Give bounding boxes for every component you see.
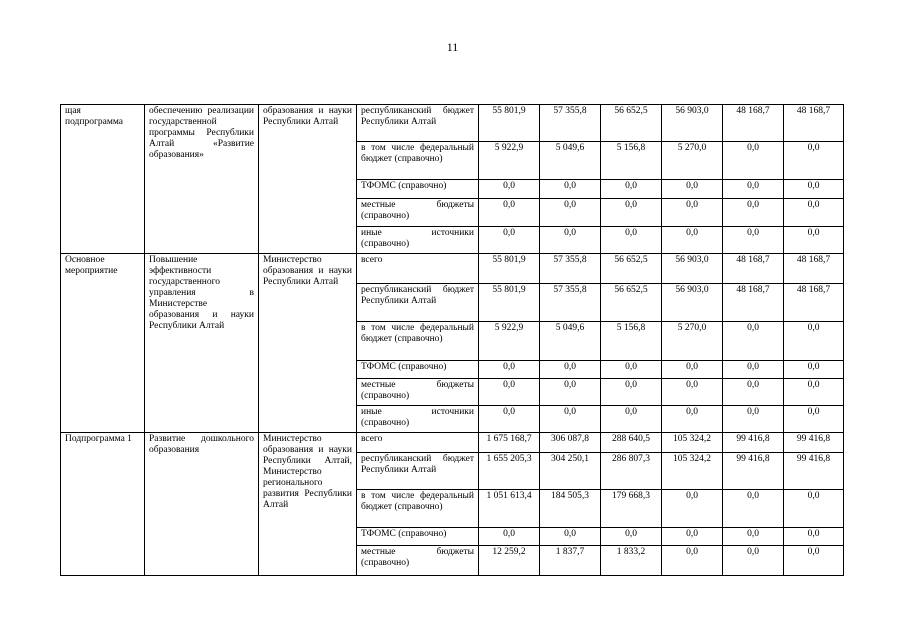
section-type-cell: Подпрограмма 1 [61,433,145,576]
amount-cell: 99 416,8 [723,453,784,490]
amount-cell: 0,0 [479,406,540,433]
section-executor-cell: Министерство образования и науки Республики Алтай, Министерство регионального развития Республики Алтай [259,433,357,576]
amount-cell: 56 903,0 [662,254,723,284]
amount-cell: 0,0 [540,227,601,254]
amount-cell: 0,0 [784,546,844,576]
funding-source-cell: республиканский бюджет Республики Алтай [357,453,479,490]
amount-cell: 99 416,8 [784,433,844,453]
amount-cell: 0,0 [601,227,662,254]
amount-cell: 0,0 [723,180,784,199]
amount-cell: 0,0 [479,379,540,406]
amount-cell: 1 051 613,4 [479,490,540,528]
amount-cell: 48 168,7 [723,284,784,322]
amount-cell: 0,0 [662,490,723,528]
amount-cell: 288 640,5 [601,433,662,453]
amount-cell: 0,0 [723,142,784,180]
funding-source-cell: в том числе федеральный бюджет (справочно) [357,490,479,528]
funding-source-cell: местные бюджеты (справочно) [357,546,479,576]
amount-cell: 0,0 [601,361,662,379]
amount-cell: 105 324,2 [662,433,723,453]
amount-cell: 0,0 [479,227,540,254]
amount-cell: 0,0 [662,361,723,379]
amount-cell: 56 652,5 [601,105,662,142]
amount-cell: 5 049,6 [540,142,601,180]
amount-cell: 48 168,7 [723,254,784,284]
amount-cell: 184 505,3 [540,490,601,528]
funding-source-cell: всего [357,433,479,453]
amount-cell: 56 652,5 [601,284,662,322]
section-name-cell: обеспечению реализации государственной программы Республики Алтай «Развитие образования» [145,105,259,254]
amount-cell: 56 903,0 [662,284,723,322]
amount-cell: 0,0 [784,142,844,180]
amount-cell: 0,0 [723,322,784,361]
amount-cell: 5 049,6 [540,322,601,361]
amount-cell: 0,0 [662,199,723,227]
amount-cell: 55 801,9 [479,254,540,284]
amount-cell: 5 270,0 [662,322,723,361]
amount-cell: 0,0 [784,180,844,199]
amount-cell: 0,0 [540,528,601,546]
amount-cell: 0,0 [662,379,723,406]
section-name-cell: Развитие дошкольного образования [145,433,259,576]
amount-cell: 0,0 [479,361,540,379]
amount-cell: 105 324,2 [662,453,723,490]
amount-cell: 0,0 [784,199,844,227]
amount-cell: 0,0 [540,379,601,406]
funding-source-cell: местные бюджеты (справочно) [357,199,479,227]
amount-cell: 286 807,3 [601,453,662,490]
amount-cell: 0,0 [540,199,601,227]
amount-cell: 0,0 [601,199,662,227]
amount-cell: 55 801,9 [479,105,540,142]
amount-cell: 5 156,8 [601,322,662,361]
section-executor-cell: образования и науки Республики Алтай [259,105,357,254]
amount-cell: 0,0 [784,406,844,433]
funding-source-cell: местные бюджеты (справочно) [357,379,479,406]
amount-cell: 179 668,3 [601,490,662,528]
amount-cell: 0,0 [784,322,844,361]
funding-source-cell: иные источники (справочно) [357,406,479,433]
amount-cell: 48 168,7 [784,254,844,284]
amount-cell: 0,0 [540,361,601,379]
table-row [61,105,844,142]
amount-cell: 99 416,8 [784,453,844,490]
amount-cell: 1 837,7 [540,546,601,576]
section-type-cell: Основное мероприятие [61,254,145,433]
amount-cell: 0,0 [723,406,784,433]
amount-cell: 0,0 [723,361,784,379]
amount-cell: 1 833,2 [601,546,662,576]
amount-cell: 5 156,8 [601,142,662,180]
funding-source-cell: ТФОМС (справочно) [357,528,479,546]
amount-cell: 56 903,0 [662,105,723,142]
amount-cell: 0,0 [723,490,784,528]
amount-cell: 0,0 [662,546,723,576]
page-number: 11 [446,40,459,54]
amount-cell: 5 270,0 [662,142,723,180]
amount-cell: 0,0 [479,528,540,546]
table-row [61,433,844,453]
amount-cell: 1 655 205,3 [479,453,540,490]
funding-source-cell: ТФОМС (справочно) [357,361,479,379]
amount-cell: 0,0 [723,379,784,406]
amount-cell: 0,0 [784,528,844,546]
amount-cell: 48 168,7 [784,105,844,142]
funding-source-cell: республиканский бюджет Республики Алтай [357,284,479,322]
section-executor-cell: Министерство образования и науки Республики Алтай [259,254,357,433]
amount-cell: 57 355,8 [540,105,601,142]
section-name-cell: Повышение эффективности государственного управления в Министерстве образования и науки Республики Алтай [145,254,259,433]
amount-cell: 57 355,8 [540,254,601,284]
amount-cell: 0,0 [662,227,723,254]
amount-cell: 55 801,9 [479,284,540,322]
amount-cell: 56 652,5 [601,254,662,284]
amount-cell: 0,0 [601,406,662,433]
amount-cell: 0,0 [662,528,723,546]
amount-cell: 48 168,7 [723,105,784,142]
amount-cell: 0,0 [540,406,601,433]
funding-source-cell: республиканский бюджет Республики Алтай [357,105,479,142]
funding-source-cell: всего [357,254,479,284]
section-type-cell: щая подпрограмма [61,105,145,254]
amount-cell: 5 922,9 [479,322,540,361]
funding-source-cell: ТФОМС (справочно) [357,180,479,199]
amount-cell: 306 087,8 [540,433,601,453]
amount-cell: 0,0 [723,227,784,254]
amount-cell: 0,0 [601,379,662,406]
amount-cell: 0,0 [723,528,784,546]
amount-cell: 0,0 [784,361,844,379]
funding-source-cell: иные источники (справочно) [357,227,479,254]
table-row [61,254,844,284]
amount-cell: 0,0 [601,528,662,546]
budget-table [60,104,844,576]
funding-source-cell: в том числе федеральный бюджет (справочно) [357,142,479,180]
amount-cell: 5 922,9 [479,142,540,180]
amount-cell: 0,0 [784,490,844,528]
table-body [61,105,844,576]
amount-cell: 12 259,2 [479,546,540,576]
amount-cell: 0,0 [784,227,844,254]
amount-cell: 0,0 [662,406,723,433]
amount-cell: 0,0 [723,199,784,227]
amount-cell: 1 675 168,7 [479,433,540,453]
funding-source-cell: в том числе федеральный бюджет (справочно) [357,322,479,361]
amount-cell: 99 416,8 [723,433,784,453]
amount-cell: 0,0 [601,180,662,199]
amount-cell: 0,0 [479,199,540,227]
amount-cell: 0,0 [723,546,784,576]
amount-cell: 0,0 [540,180,601,199]
amount-cell: 48 168,7 [784,284,844,322]
amount-cell: 0,0 [479,180,540,199]
amount-cell: 57 355,8 [540,284,601,322]
amount-cell: 0,0 [662,180,723,199]
amount-cell: 0,0 [784,379,844,406]
amount-cell: 304 250,1 [540,453,601,490]
